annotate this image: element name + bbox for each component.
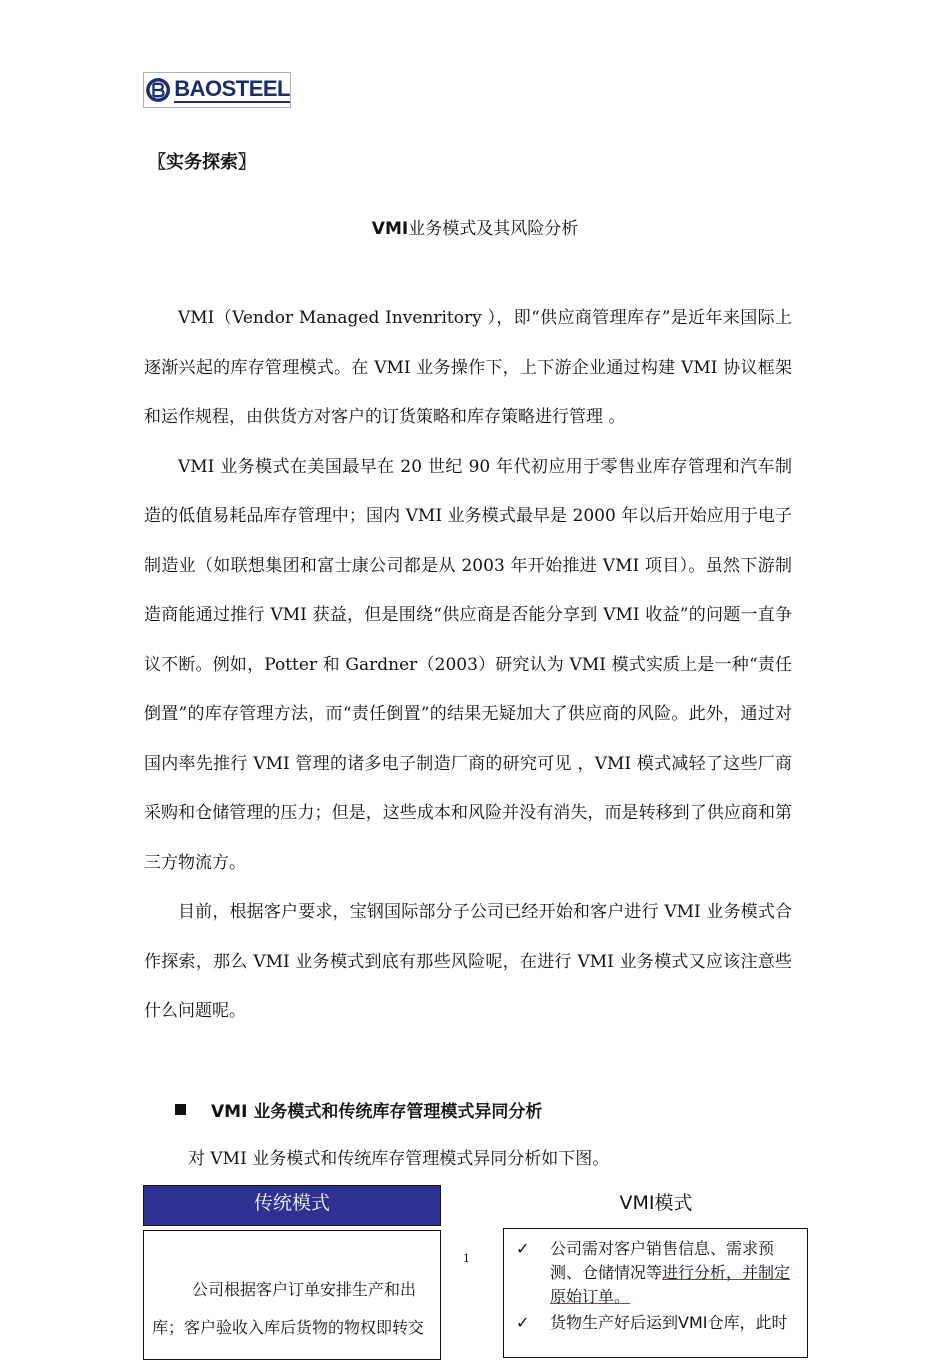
logo-wordmark: BAOSTEEL (174, 75, 290, 101)
vmi-list-item (512, 1237, 799, 1309)
vmi-mode-box (503, 1228, 808, 1358)
section-label: 〖实务探索〗 (148, 152, 256, 173)
vmi-item-text (550, 1237, 799, 1309)
paragraph-2: VMI 业务模式在美国最早在 20 世纪 90 年代初应用于零售业库存管理和汽车制造的低值易耗品库存管理中；国内 VMI 业务模式最早是 2000 年以后开始应用于电子制造业（如联想集团和富士康公司都是从 2003 年开始推进 VMI 项目）。虽然下游制造商能通过推行 VMI 获益，但是围绕“供应商是否能分享到 VMI 收益”的问题一直争议不断。例如，Potter 和 Gardner（2003）研究认为 VMI 模式实质上是一种“责任倒置”的库存管理方法，而“责任倒置”的结果无疑加大了供应商的风险。此外，通过对国内率先推行 VMI 管理的诸多电子制造厂商的研究可见 ，VMI 模式减轻了这些厂商采购和仓储管理的压力；但是，这些成本和风险并没有消失，而是转移到了供应商和第三方物流方。 (144, 456, 792, 873)
paragraph-3: 目前，根据客户要求，宝钢国际部分子公司已经开始和客户进行 VMI 业务模式合作探索，那么 VMI 业务模式到底有那些风险呢，在进行 VMI 业务模式又应该注意些什么问题呢。 (144, 902, 792, 1021)
vmi-item-underlined: 进行分析，并制定原始订单。 (550, 1263, 791, 1306)
diagram-intro: 对 VMI 业务模式和传统库存管理模式异同分析如下图。 (188, 1149, 610, 1169)
baosteel-emblem-icon (145, 73, 171, 107)
vmi-item-plain: 公司需对客户销售信息、需求预测、仓储情况等 (550, 1239, 775, 1282)
vmi-list-item (512, 1311, 799, 1335)
vmi-mode-header: VMI模式 (619, 1192, 693, 1214)
body-text (144, 294, 792, 1037)
checkmark-icon: ✓ (516, 1313, 530, 1332)
title-rest: 业务模式及其风险分析 (408, 219, 579, 239)
vmi-item-plain: 货物生产好后运到VMI仓库，此时 (550, 1313, 788, 1332)
baosteel-logo (143, 72, 291, 108)
bullet-heading-text: VMI 业务模式和传统库存管理模式异同分析 (211, 1102, 543, 1122)
square-bullet-icon (175, 1104, 186, 1115)
vmi-item-text (550, 1311, 787, 1335)
bullet-heading (175, 1097, 542, 1122)
paragraph-1: VMI（Vendor Managed Invenritory ），即“供应商管理库存”是近年来国际上逐渐兴起的库存管理模式。在 VMI 业务操作下，上下游企业通过构建 VMI 协议框架和运作规程，由供货方对客户的订货策略和库存策略进行管理 。 (144, 308, 792, 427)
traditional-mode-text: 公司根据客户订单安排生产和出库；客户验收入库后货物的物权即转交 (152, 1280, 425, 1337)
title-bold-part: VMI (371, 219, 409, 239)
page-number: 1 (463, 1252, 470, 1265)
traditional-mode-box (143, 1230, 441, 1360)
checkmark-icon: ✓ (516, 1239, 530, 1258)
document-title (0, 214, 950, 239)
traditional-mode-header: 传统模式 (143, 1185, 441, 1226)
